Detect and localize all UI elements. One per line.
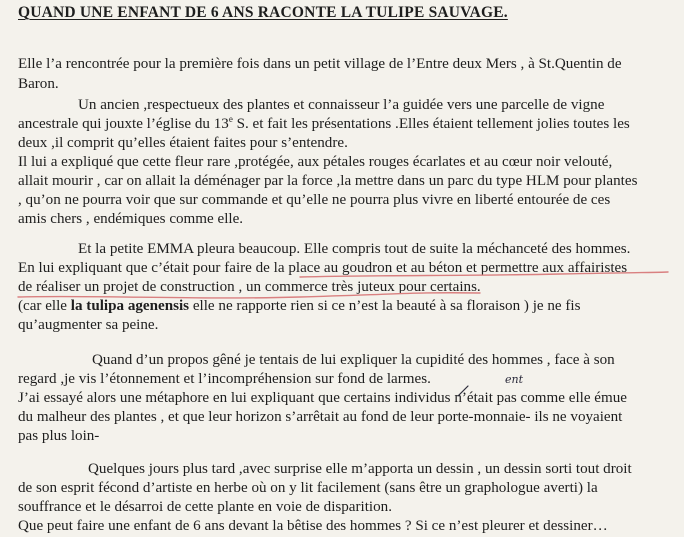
text-line: deux ,il comprit qu’elles étaient faites pour s’entendre.	[18, 135, 348, 151]
text-span: S. et fait les présentations .Elles étaient tellement jolies toutes les	[232, 116, 630, 132]
text-span: (car elle	[18, 298, 71, 314]
text-line: de réaliser un projet de construction , un commerce très juteux pour certains.	[18, 279, 481, 295]
text-line: Et la petite EMMA pleura beaucoup. Elle compris tout de suite la méchanceté des hommes.	[78, 241, 631, 257]
text-line: du malheur des plantes , et que leur horizon s’arrêtait au fond de leur porte-monnaie- ils ne voyaient	[18, 409, 623, 425]
species-name: la tulipa agenensis	[70, 298, 190, 314]
text-line	[18, 297, 581, 316]
text-line	[18, 115, 630, 134]
text-line: qu’augmenter sa peine.	[18, 317, 159, 333]
text-line: regard ,je vis l’étonnement et l’incompréhension sur fond de larmes.	[18, 371, 431, 387]
superscript: e	[228, 113, 233, 124]
text-line: Il lui a expliqué que cette fleur rare ,protégée, aux pétales rouges écarlates et au cœur noir velouté,	[18, 154, 613, 170]
text-line: Que peut faire une enfant de 6 ans devant la bêtise des hommes ? Si ce n’est pleurer et dessiner…	[18, 518, 608, 534]
text-line: Un ancien ,respectueux des plantes et connaisseur l’a guidée vers une parcelle de vigne	[78, 97, 605, 113]
text-line: pas plus loin-	[18, 428, 100, 444]
text-line: En lui expliquant que c’était pour faire de la place au goudron et au béton et permettre aux affairistes	[18, 260, 628, 276]
text-line: souffrance et le désarroi de cette plante en voie de disparition.	[18, 499, 392, 515]
handwritten-correction: ent	[505, 373, 524, 386]
text-line: de son esprit fécond d’artiste en herbe où on y lit facilement (sans être un graphologue averti) la	[18, 480, 598, 496]
text-line: Baron.	[18, 76, 59, 92]
text-line: Quelques jours plus tard ,avec surprise elle m’apporta un dessin , un dessin sorti tout droit	[88, 461, 632, 477]
text-line: Quand d’un propos gêné je tentais de lui expliquer la cupidité des hommes , face à son	[92, 352, 615, 368]
text-line: allait mourir , car on allait la déménager par la force ,la mettre dans un parc du type HLM pour plantes	[18, 173, 638, 189]
text-line: Elle l’a rencontrée pour la première fois dans un petit village de l’Entre deux Mers , à St.Quentin de	[18, 56, 622, 72]
document-title: QUAND UNE ENFANT DE 6 ANS RACONTE LA TULIPE SAUVAGE.	[18, 4, 508, 21]
text-line: J’ai essayé alors une métaphore en lui expliquant que certains individus n’était pas comme elle émue	[18, 390, 627, 406]
text-line: amis chers , endémiques comme elle.	[18, 211, 244, 227]
text-span: elle ne rapporte rien si ce n’est la beauté à sa floraison ) je ne fis	[189, 298, 581, 314]
text-line: , qu’on ne pourra voir que sur commande et qu’elle ne pourra plus vivre en liberté entourée de ces	[18, 192, 611, 208]
text-span: ancestrale qui jouxte l’église du 13	[18, 116, 229, 132]
